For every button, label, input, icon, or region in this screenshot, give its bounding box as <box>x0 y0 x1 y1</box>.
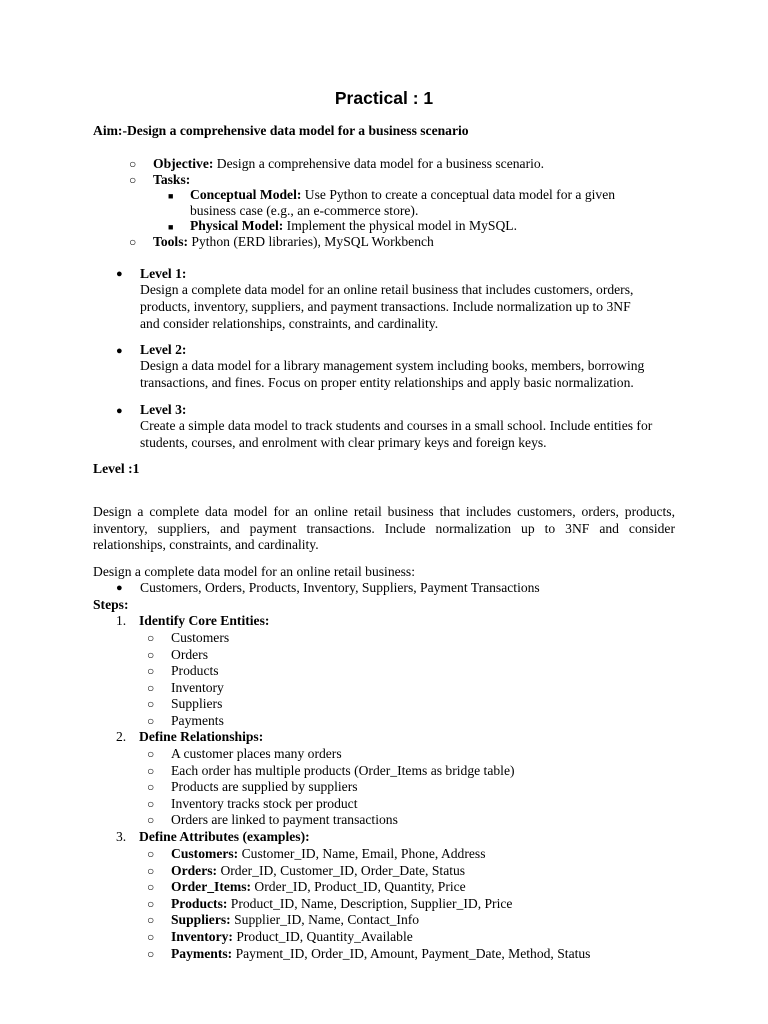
steps-label: Steps: <box>93 597 129 612</box>
hollow-bullet-icon: ○ <box>147 913 155 927</box>
level1-heading: Level :1 <box>93 461 140 476</box>
attribute-label: Orders: <box>171 863 218 878</box>
list-item: Orders <box>171 647 208 662</box>
list-item: Customers <box>171 630 230 645</box>
objective-text: Design a comprehensive data model for a business scenario. <box>213 156 545 171</box>
attribute-item <box>171 946 590 963</box>
level2-line: transactions, and fines. Focus on proper entity relationships and apply basic normalization. <box>140 375 634 390</box>
level1-paragraph: Design a complete data model for an online retail business that includes customers, orders, products, inventory, suppliers, and payment transactions. Include normalization up to 3NF and consider relationships, constraints, and cardinality. <box>93 504 675 553</box>
list-item: Products are supplied by suppliers <box>171 779 358 794</box>
attribute-text: Product_ID, Quantity_Available <box>232 929 413 944</box>
level3-line: students, courses, and enrolment with clear primary keys and foreign keys. <box>140 435 547 450</box>
filled-bullet-icon: ● <box>116 405 123 417</box>
hollow-bullet-icon: ○ <box>129 235 137 249</box>
attribute-text: Payment_ID, Order_ID, Amount, Payment_Date, Method, Status <box>232 946 591 961</box>
list-item: Products <box>171 663 219 678</box>
filled-bullet-icon: ● <box>116 268 123 280</box>
physical-item <box>190 218 517 235</box>
filled-bullet-icon: ● <box>116 582 123 594</box>
attribute-item <box>171 879 466 896</box>
hollow-bullet-icon: ○ <box>147 747 155 761</box>
hollow-bullet-icon: ○ <box>147 764 155 778</box>
hollow-bullet-icon: ○ <box>147 813 155 827</box>
hollow-bullet-icon: ○ <box>147 847 155 861</box>
hollow-bullet-icon: ○ <box>147 714 155 728</box>
attribute-label: Payments: <box>171 946 233 961</box>
attribute-text: Product_ID, Name, Description, Supplier_ID, Price <box>227 896 513 911</box>
step3-label: Define Attributes (examples): <box>139 829 310 844</box>
step-number: 1. <box>116 613 127 628</box>
hollow-bullet-icon: ○ <box>147 947 155 961</box>
page-title: Practical : 1 <box>334 88 434 108</box>
attribute-label: Suppliers: <box>171 912 231 927</box>
attribute-text: Supplier_ID, Name, Contact_Info <box>230 912 420 927</box>
tasks-label: Tasks: <box>153 172 191 187</box>
conceptual-text-cont: business case (e.g., an e-commerce store). <box>190 203 419 218</box>
level1-line: and consider relationships, constraints, and cardinality. <box>140 316 439 331</box>
hollow-bullet-icon: ○ <box>147 631 155 645</box>
attribute-label: Customers: <box>171 846 239 861</box>
attribute-label: Products: <box>171 896 228 911</box>
hollow-bullet-icon: ○ <box>147 780 155 794</box>
square-bullet-icon: ■ <box>168 222 174 232</box>
level1-label: Level 1: <box>140 266 187 281</box>
tools-text: Python (ERD libraries), MySQL Workbench <box>188 234 434 249</box>
conceptual-label: Conceptual Model: <box>190 187 302 202</box>
hollow-bullet-icon: ○ <box>147 697 155 711</box>
level1-intro: Design a complete data model for an online retail business: <box>93 564 416 579</box>
attribute-item <box>171 896 512 913</box>
level3-label: Level 3: <box>140 402 187 417</box>
hollow-bullet-icon: ○ <box>147 664 155 678</box>
hollow-bullet-icon: ○ <box>147 797 155 811</box>
square-bullet-icon: ■ <box>168 191 174 201</box>
level1-line: products, inventory, suppliers, and payment transactions. Include normalization up to 3NF <box>140 299 631 314</box>
tools-label: Tools: <box>153 234 189 249</box>
hollow-bullet-icon: ○ <box>129 173 137 187</box>
filled-bullet-icon: ● <box>116 345 123 357</box>
list-item: Orders are linked to payment transactions <box>171 812 398 827</box>
aim-heading: Aim:-Design a comprehensive data model for a business scenario <box>93 123 469 138</box>
attribute-item <box>171 863 465 880</box>
attribute-text: Order_ID, Product_ID, Quantity, Price <box>251 879 466 894</box>
entities-bullet: Customers, Orders, Products, Inventory, Suppliers, Payment Transactions <box>140 580 540 595</box>
list-item: Inventory tracks stock per product <box>171 796 358 811</box>
list-item: A customer places many orders <box>171 746 342 761</box>
objective-item <box>153 156 544 173</box>
hollow-bullet-icon: ○ <box>147 930 155 944</box>
physical-label: Physical Model: <box>190 218 284 233</box>
conceptual-text: Use Python to create a conceptual data model for a given <box>301 187 616 202</box>
step-number: 2. <box>116 729 127 744</box>
attribute-item <box>171 912 419 929</box>
step-number: 3. <box>116 829 127 844</box>
hollow-bullet-icon: ○ <box>129 157 137 171</box>
hollow-bullet-icon: ○ <box>147 897 155 911</box>
attribute-text: Order_ID, Customer_ID, Order_Date, Status <box>217 863 466 878</box>
list-item: Inventory <box>171 680 224 695</box>
objective-label: Objective: <box>153 156 214 171</box>
level2-line: Design a data model for a library management system including books, members, borrowing <box>140 358 645 373</box>
attribute-item <box>171 929 413 946</box>
hollow-bullet-icon: ○ <box>147 681 155 695</box>
attribute-label: Inventory: <box>171 929 233 944</box>
hollow-bullet-icon: ○ <box>147 880 155 894</box>
hollow-bullet-icon: ○ <box>147 864 155 878</box>
level1-line: Design a complete data model for an online retail business that includes customers, orders, <box>140 282 634 297</box>
step1-label: Identify Core Entities: <box>139 613 270 628</box>
list-item: Each order has multiple products (Order_Items as bridge table) <box>171 763 515 778</box>
level2-label: Level 2: <box>140 342 187 357</box>
list-item: Suppliers <box>171 696 223 711</box>
list-item: Payments <box>171 713 224 728</box>
step2-label: Define Relationships: <box>139 729 264 744</box>
tools-item <box>153 234 434 251</box>
conceptual-item <box>190 187 615 204</box>
level3-line: Create a simple data model to track students and courses in a small school. Include entities for <box>140 418 653 433</box>
physical-text: Implement the physical model in MySQL. <box>283 218 517 233</box>
attribute-text: Customer_ID, Name, Email, Phone, Address <box>238 846 486 861</box>
hollow-bullet-icon: ○ <box>147 648 155 662</box>
attribute-item <box>171 846 486 863</box>
attribute-label: Order_Items: <box>171 879 252 894</box>
